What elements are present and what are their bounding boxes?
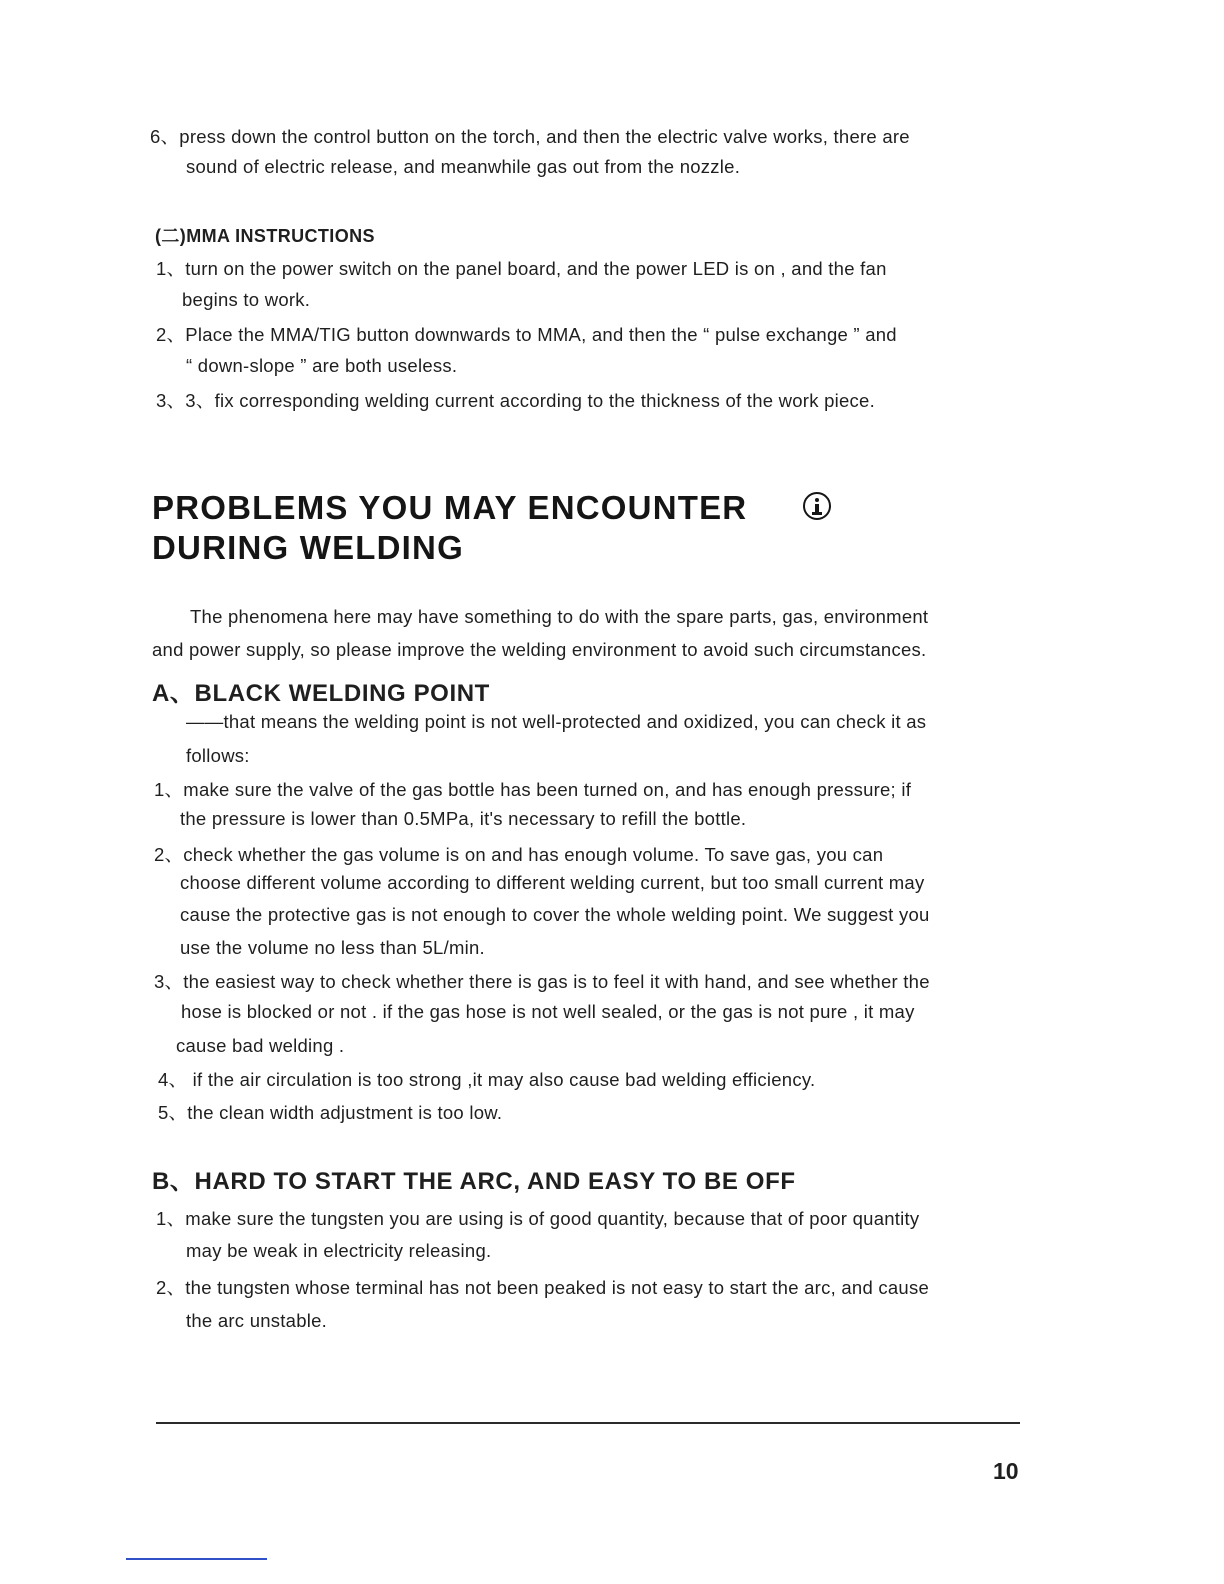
section-a-item-2-line-3: cause the protective gas is not enough to cover the whole welding point. We suggest you xyxy=(180,904,930,925)
section-b-heading: B、HARD TO START THE ARC, AND EASY TO BE OFF xyxy=(152,1168,796,1195)
mma-item-1-line-1: 1、turn on the power switch on the panel board, and the power LED is on , and the fan xyxy=(156,258,887,279)
mma-heading: (二)MMA INSTRUCTIONS xyxy=(155,226,375,246)
footer-rule xyxy=(156,1422,1020,1424)
section-a-item-5: 5、the clean width adjustment is too low. xyxy=(158,1102,503,1123)
section-b-item-2-line-2: the arc unstable. xyxy=(186,1310,328,1331)
section-a-lead-line-2: follows: xyxy=(186,745,250,766)
section-a-item-1-line-1: 1、make sure the valve of the gas bottle has been turned on, and has enough pressure; if xyxy=(154,779,912,800)
problems-intro-line-1: The phenomena here may have something to do with the spare parts, gas, environment xyxy=(190,606,929,627)
section-a-item-3-line-2: hose is blocked or not . if the gas hose is not well sealed, or the gas is not pure , it may xyxy=(181,1001,915,1022)
section-b-item-2-line-1: 2、the tungsten whose terminal has not been peaked is not easy to start the arc, and cause xyxy=(156,1277,929,1298)
mma-item-1-line-2: begins to work. xyxy=(182,289,311,310)
item-6-line-1: 6、press down the control button on the torch, and then the electric valve works, there are xyxy=(150,126,910,147)
problems-title-line-2: DURING WELDING xyxy=(152,529,464,566)
problems-intro-line-2: and power supply, so please improve the welding environment to avoid such circumstances. xyxy=(152,639,927,660)
mma-item-2-line-1: 2、Place the MMA/TIG button downwards to MMA, and then the “ pulse exchange ” and xyxy=(156,324,897,345)
page-number: 10 xyxy=(993,1458,1019,1484)
section-b-item-1-line-2: may be weak in electricity releasing. xyxy=(186,1240,492,1261)
section-a-lead-line-1: ——that means the welding point is not well-protected and oxidized, you can check it as xyxy=(186,711,927,732)
item-6-line-2: sound of electric release, and meanwhile gas out from the nozzle. xyxy=(186,156,741,177)
section-a-item-4: 4、 if the air circulation is too strong ,it may also cause bad welding efficiency. xyxy=(158,1069,816,1090)
bottom-blue-line xyxy=(126,1558,267,1560)
section-a-item-2-line-2: choose different volume according to different welding current, but too small current may xyxy=(180,872,925,893)
mma-item-3: 3、3、fix corresponding welding current according to the thickness of the work piece. xyxy=(156,390,875,411)
info-circle-icon xyxy=(803,492,831,520)
section-a-heading: A、BLACK WELDING POINT xyxy=(152,680,490,707)
mma-item-2-line-2: “ down-slope ” are both useless. xyxy=(186,355,458,376)
section-a-item-3-line-1: 3、the easiest way to check whether there is gas is to feel it with hand, and see whether the xyxy=(154,971,930,992)
section-a-item-1-line-2: the pressure is lower than 0.5MPa, it's necessary to refill the bottle. xyxy=(180,808,747,829)
section-a-item-3-line-3: cause bad welding . xyxy=(176,1035,345,1056)
section-a-item-2-line-4: use the volume no less than 5L/min. xyxy=(180,937,485,958)
section-b-item-1-line-1: 1、make sure the tungsten you are using is of good quantity, because that of poor quantity xyxy=(156,1208,920,1229)
problems-title-line-1: PROBLEMS YOU MAY ENCOUNTER xyxy=(152,489,748,526)
section-a-item-2-line-1: 2、check whether the gas volume is on and has enough volume. To save gas, you can xyxy=(154,844,884,865)
